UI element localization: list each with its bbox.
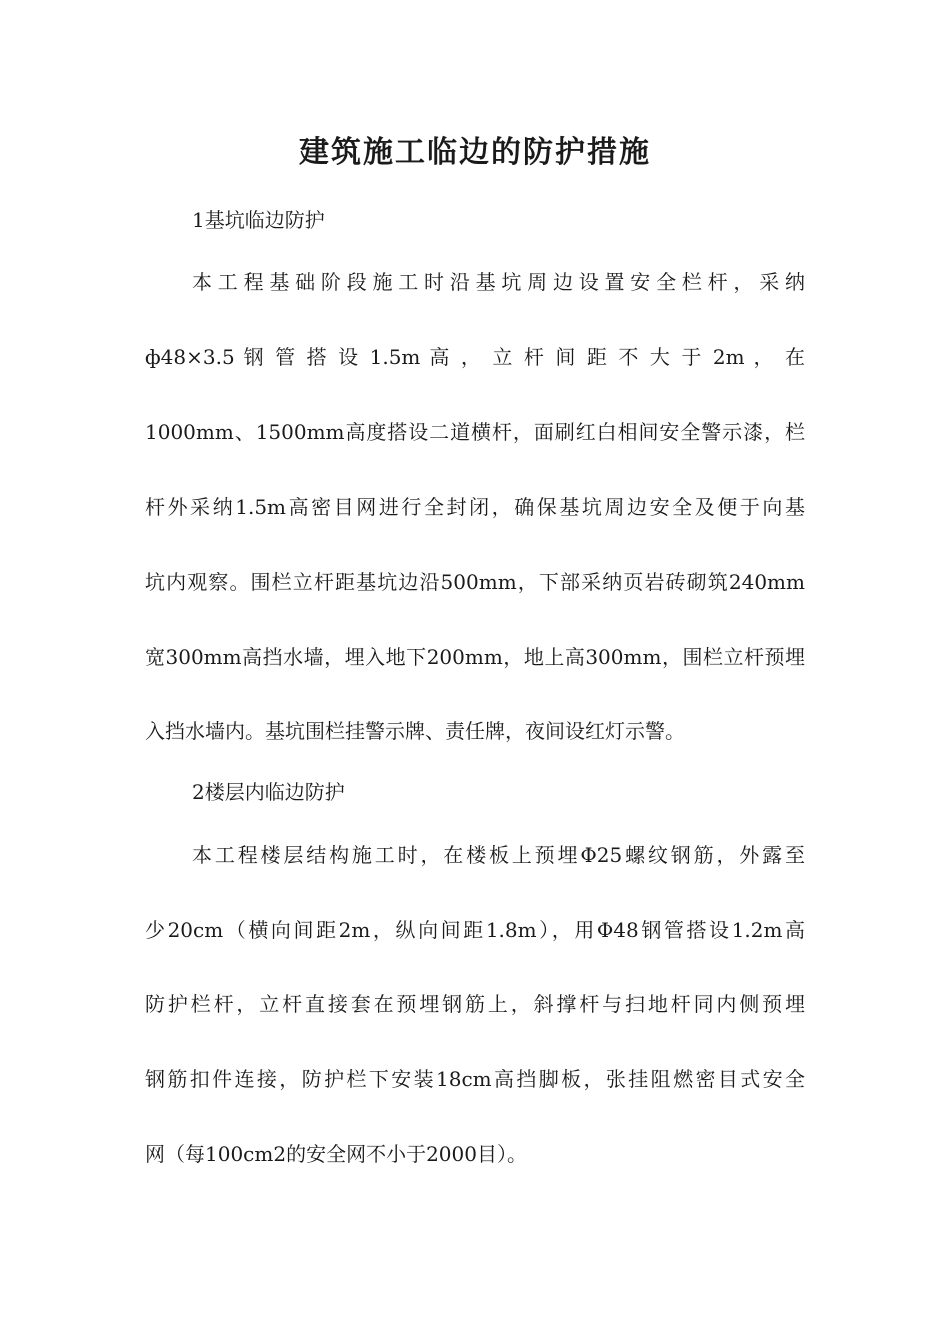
section-heading-2: 2楼层内临边防护 xyxy=(192,780,345,804)
document-title: 建筑施工临边的防护措施 xyxy=(299,135,651,170)
paragraph-line: ф48×3.5 钢 管 搭 设 1.5m 高 ， 立 杆 间 距 不 大 于 2m ， 在 xyxy=(145,345,805,369)
paragraph-line: 本工程楼层结构施工时，在楼板上预埋Φ25螺纹钢筋，外露至 xyxy=(192,843,805,867)
paragraph-line: 钢筋扣件连接，防护栏下安装18cm高挡脚板，张挂阻燃密目式安全 xyxy=(145,1067,805,1091)
section-heading-1: 1基坑临边防护 xyxy=(192,208,325,232)
paragraph-line: 防护栏杆，立杆直接套在预埋钢筋上，斜撑杆与扫地杆同内侧预埋 xyxy=(145,992,805,1016)
paragraph-line: 本工程基础阶段施工时沿基坑周边设置安全栏杆，采纳 xyxy=(192,270,805,294)
paragraph-line: 少20cm（横向间距2m，纵向间距1.8m），用Φ48钢管搭设1.2m高 xyxy=(145,918,805,942)
paragraph-line: 1000mm、1500mm高度搭设二道横杆，面刷红白相间安全警示漆，栏 xyxy=(145,420,805,444)
paragraph-line: 杆外采纳1.5m高密目网进行全封闭，确保基坑周边安全及便于向基 xyxy=(145,495,805,519)
paragraph-line: 入挡水墙内。基坑围栏挂警示牌、责任牌，夜间设红灯示警。 xyxy=(145,719,685,743)
paragraph-line: 网（每100cm2的安全网不小于2000目）。 xyxy=(145,1142,527,1166)
paragraph-line: 宽300mm高挡水墙，埋入地下200mm，地上高300mm，围栏立杆预埋 xyxy=(145,645,805,669)
paragraph-line: 坑内观察。围栏立杆距基坑边沿500mm，下部采纳页岩砖砌筑240mm xyxy=(145,570,805,594)
